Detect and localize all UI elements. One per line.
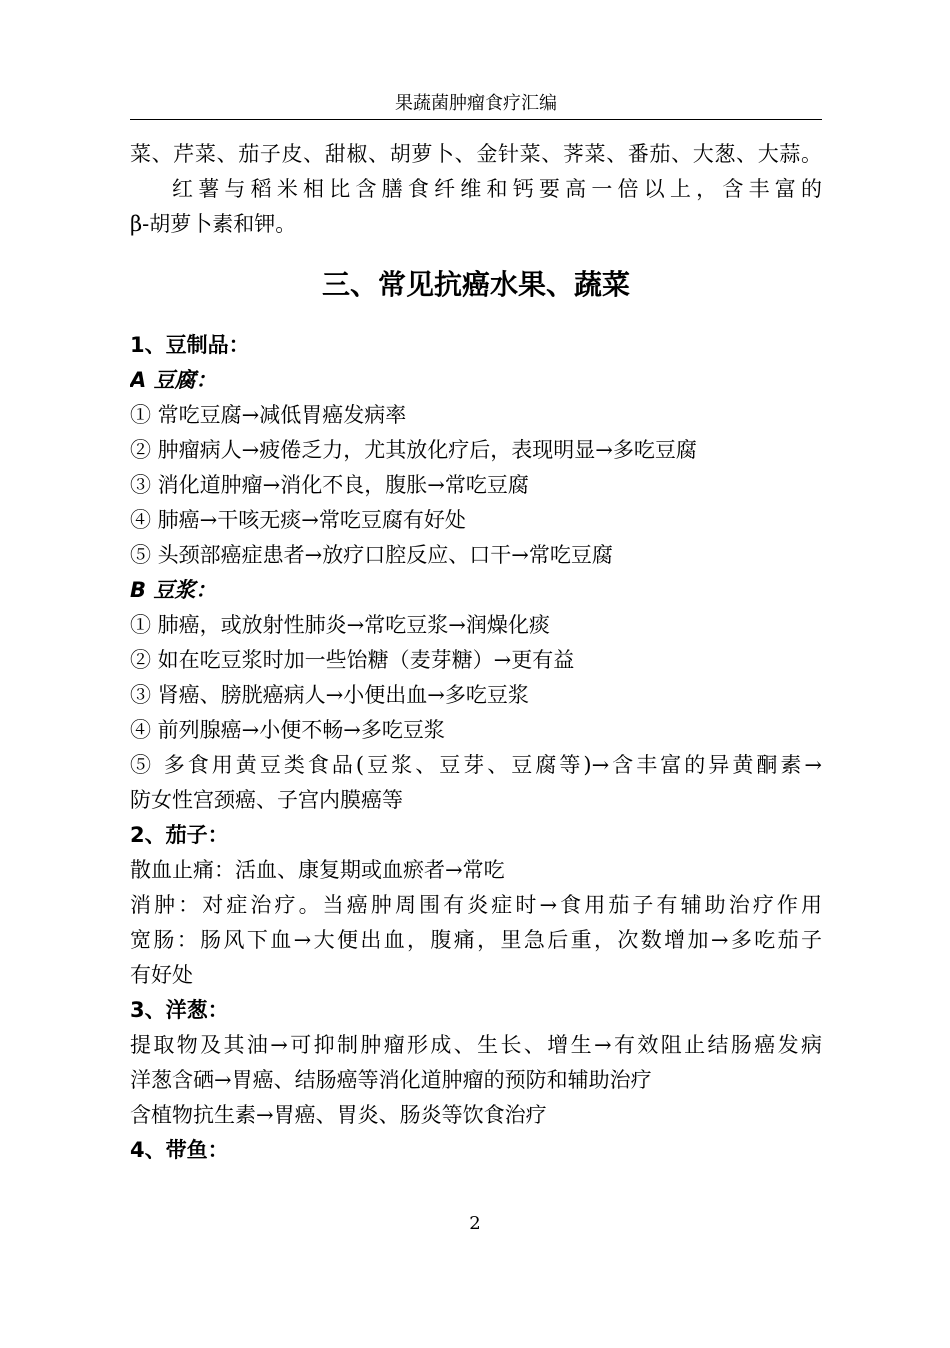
soymilk-line-4: ④ 前列腺癌→小便不畅→多吃豆浆 xyxy=(130,718,445,742)
item-heading-soy-products: 1、豆制品： xyxy=(130,333,250,357)
tofu-line-4: ④ 肺癌→干咳无痰→常吃豆腐有好处 xyxy=(130,508,466,532)
intro-line-1: 菜、芹菜、茄子皮、甜椒、胡萝卜、金针菜、荠菜、番茄、大葱、大蒜。 xyxy=(130,142,822,166)
soymilk-line-1: ① 肺癌，或放射性肺炎→常吃豆浆→润燥化痰 xyxy=(130,613,550,637)
header-rule xyxy=(130,119,822,120)
onion-line-2: 洋葱含硒→胃癌、结肠癌等消化道肿瘤的预防和辅助治疗 xyxy=(130,1068,652,1092)
tofu-line-1: ① 常吃豆腐→减低胃癌发病率 xyxy=(130,403,407,427)
soymilk-line-3: ③ 肾癌、膀胱癌病人→小便出血→多吃豆浆 xyxy=(130,683,529,707)
onion-line-3: 含植物抗生素→胃癌、胃炎、肠炎等饮食治疗 xyxy=(130,1103,547,1127)
item-heading-hairtail: 4、带鱼： xyxy=(130,1138,229,1162)
section-title: 三、常见抗癌水果、蔬菜 xyxy=(321,268,630,301)
eggplant-line-1: 散血止痛：活血、康复期或血瘀者→常吃 xyxy=(130,858,505,882)
page-number: 2 xyxy=(469,1213,481,1234)
document-body xyxy=(130,137,822,1168)
eggplant-line-2: 消肿：对症治疗。当癌肿周围有炎症时→食用茄子有辅助治疗作用 xyxy=(130,893,822,917)
soymilk-line-5: ⑤ 多食用黄豆类食品(豆浆、豆芽、豆腐等)→含丰富的异黄酮素→ xyxy=(130,753,822,777)
tofu-line-2: ② 肿瘤病人→疲倦乏力，尤其放化疗后，表现明显→多吃豆腐 xyxy=(130,438,697,462)
eggplant-line-4: 有好处 xyxy=(130,963,193,987)
item-heading-onion: 3、洋葱： xyxy=(130,998,229,1022)
eggplant-line-3: 宽肠：肠风下血→大便出血，腹痛，里急后重，次数增加→多吃茄子 xyxy=(130,928,822,952)
subheading-soymilk: B 豆浆： xyxy=(130,578,217,602)
tofu-line-5: ⑤ 头颈部癌症患者→放疗口腔反应、口干→常吃豆腐 xyxy=(130,543,613,567)
subheading-tofu: A 豆腐： xyxy=(130,368,217,392)
intro-line-2: 红薯与稻米相比含膳食纤维和钙要高一倍以上，含丰富的 xyxy=(172,177,822,201)
running-header: 果蔬菌肿瘤食疗汇编 xyxy=(395,93,557,114)
onion-line-1: 提取物及其油→可抑制肿瘤形成、生长、增生→有效阻止结肠癌发病 xyxy=(130,1033,822,1057)
item-heading-eggplant: 2、茄子： xyxy=(130,823,229,847)
intro-line-3: β-胡萝卜素和钾。 xyxy=(130,212,297,236)
soymilk-line-2: ② 如在吃豆浆时加一些饴糖（麦芽糖）→更有益 xyxy=(130,648,575,672)
soymilk-line-6: 防女性宫颈癌、子宫内膜癌等 xyxy=(130,788,403,812)
tofu-line-3: ③ 消化道肿瘤→消化不良，腹胀→常吃豆腐 xyxy=(130,473,529,497)
